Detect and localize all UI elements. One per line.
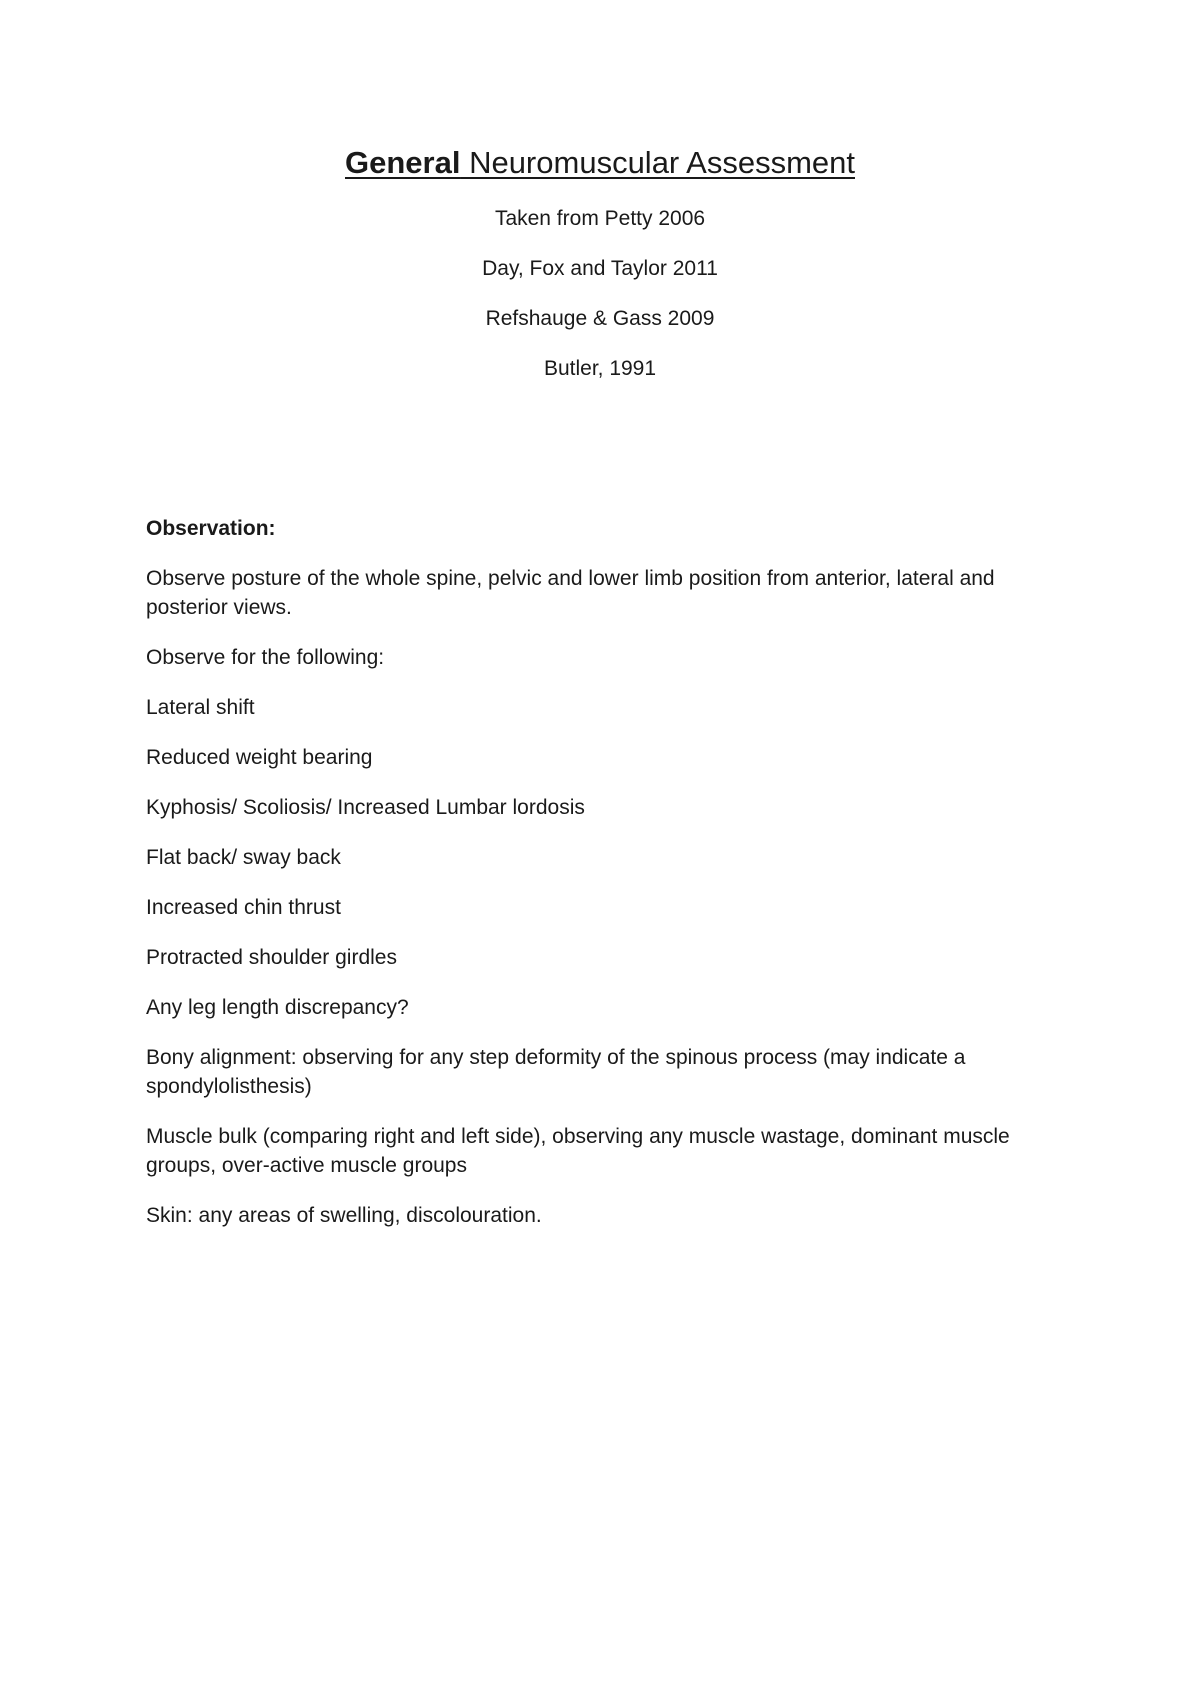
list-item: Flat back/ sway back [146,846,341,869]
reference-line: Refshauge & Gass 2009 [485,307,715,330]
paragraph: Observe for the following: [146,646,385,669]
reference-list [0,205,1200,405]
page-title [0,143,1200,183]
reference-line: Butler, 1991 [543,357,657,380]
list-item: Reduced weight bearing [146,746,373,769]
reference-line: Day, Fox and Taylor 2011 [482,257,718,280]
section-heading: Observation: [146,517,276,540]
reference-line: Taken from Petty 2006 [494,207,706,230]
list-item: Increased chin thrust [146,896,341,919]
list-item: Kyphosis/ Scoliosis/ Increased Lumbar lordosis [146,796,585,819]
list-item: Skin: any areas of swelling, discolouration. [146,1204,542,1227]
observation-section [146,514,1066,1251]
title-rest: Neuromuscular Assessment [460,145,855,180]
list-item: Lateral shift [146,696,255,719]
list-item: Protracted shoulder girdles [146,946,397,969]
list-item: Muscle bulk (comparing right and left side), observing any muscle wastage, dominant muscle groups, over-active muscle groups [146,1125,1010,1177]
title-bold-word: General [345,145,461,180]
paragraph: Observe posture of the whole spine, pelvic and lower limb position from anterior, lateral and posterior views. [146,567,995,619]
list-item: Bony alignment: observing for any step deformity of the spinous process (may indicate a spondylolisthesis) [146,1046,966,1098]
list-item: Any leg length discrepancy? [146,996,409,1019]
